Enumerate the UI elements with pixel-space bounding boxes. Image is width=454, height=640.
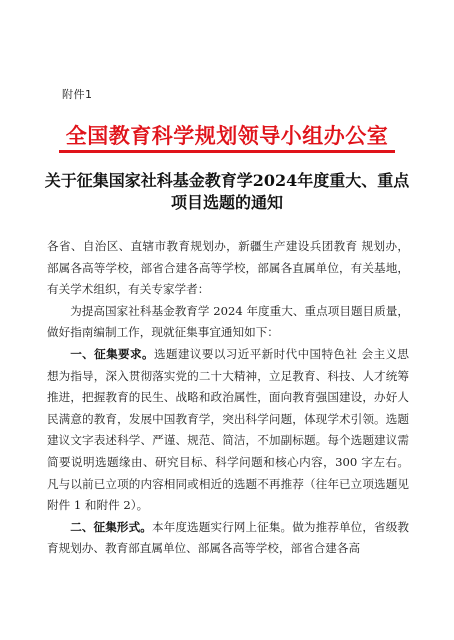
section-2-heading: 二、征集形式。 xyxy=(70,519,152,534)
document-body xyxy=(47,236,409,560)
red-divider-line xyxy=(59,150,395,153)
section-1-paragraph xyxy=(47,344,409,517)
section-1-text: 选题建议要以习近平新时代中国特色社 会主义思想为指导，深入贯彻落实党的二十大精神，立足教育、科技、人才统筹推进，把握教育的民生、战略和政治属性，面向教育强国建设，办好人民满意的教育，发展中国教育学，突出科学问题，体现学术引领。选题建议文字表述科学、严谨、规范、简洁，不加副标题。每个选题建议需简要说明选题缘由、研究目标、科学问题和核心内容，300 字左右。凡与以前已立项的内容相同或相近的选题不再推荐（往年已立项选题见附件 1 和附件 2）。 xyxy=(47,346,409,513)
section-1-heading: 一、征集要求。 xyxy=(70,346,154,361)
attachment-label: 附件1 xyxy=(62,88,93,101)
document-title-line-1: 关于征集国家社科基金教育学2024年度重大、重点 xyxy=(44,171,410,190)
intro-paragraph: 为提高国家社科基金教育学 2024 年度重大、重点项目题目质量，做好指南编制工作，现就征集事宜通知如下： xyxy=(47,303,409,340)
section-2-paragraph xyxy=(47,517,409,560)
addressee-paragraph: 各省、自治区、直辖市教育规划办，新疆生产建设兵团教育 规划办，部属各高等学校，部省合建各高等学校，部属各直属单位，有关基地，有关学术组织，有关专家学者： xyxy=(47,239,409,297)
office-header: 全国教育科学规划领导小组办公室 xyxy=(65,124,389,148)
document-title-line-2: 项目选题的通知 xyxy=(170,193,283,212)
document-title xyxy=(30,170,424,214)
section-2-text: 本年度选题实行网上征集。做为推荐单位，省级教育规划办、教育部直属单位、部属各高等学校，部省合建各高 xyxy=(47,519,409,556)
